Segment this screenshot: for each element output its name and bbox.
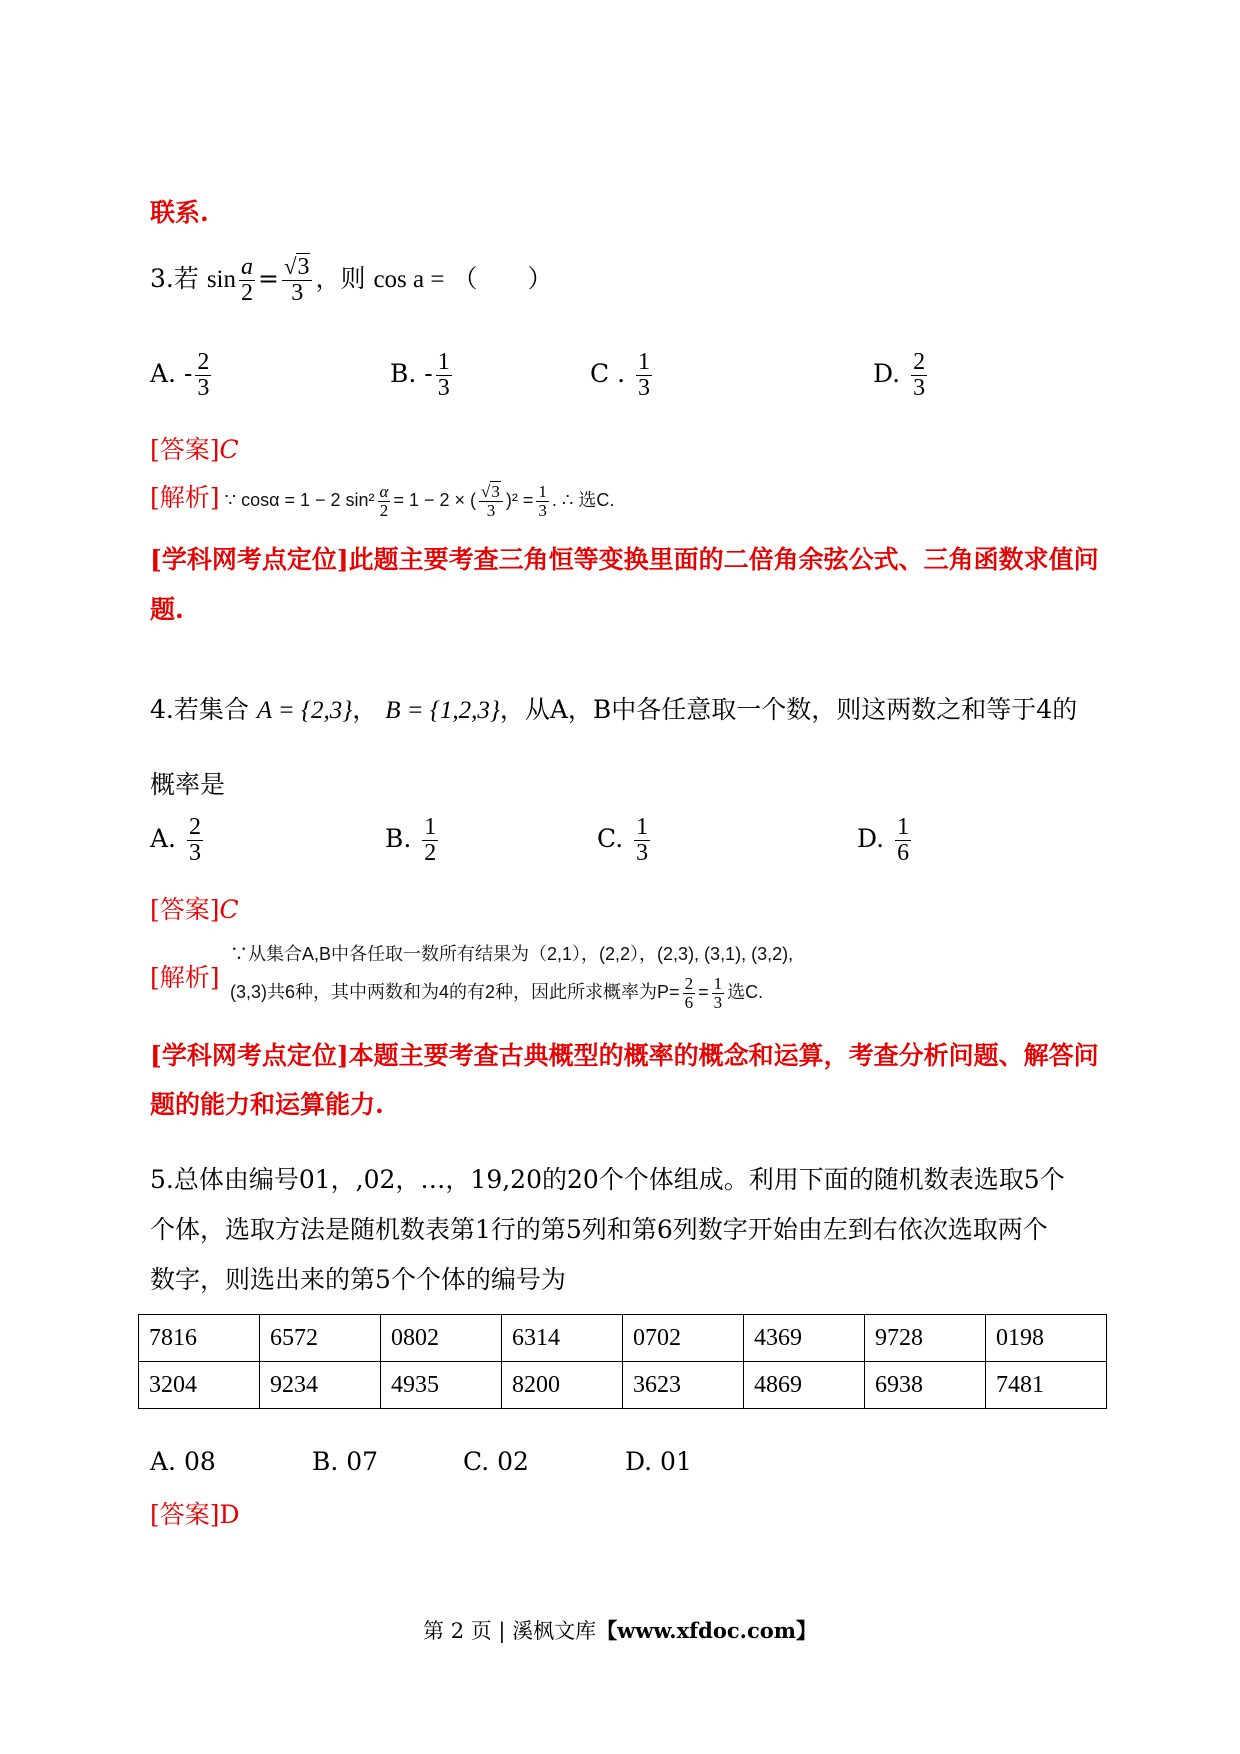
table-cell: 3204 bbox=[139, 1362, 260, 1409]
table-cell: 6938 bbox=[865, 1362, 986, 1409]
q4-option-c: C. $\frac{1}{3}$ bbox=[597, 814, 649, 867]
q4-focus: [学科网考点定位]本题主要考查古典概型的概率的概念和运算，考查分析问题、解答问 bbox=[150, 1041, 1099, 1070]
q5-stem-line1: 5.总体由编号01，,02，…，19,20的20个个体组成。利用下面的随机数表选取5个 bbox=[150, 1165, 1065, 1194]
q5-answer: [答案]D bbox=[150, 1500, 240, 1529]
q3-option-a: A. - $\frac{2}{3}$ bbox=[150, 349, 210, 402]
table-row bbox=[139, 1315, 1107, 1362]
table-cell: 8200 bbox=[502, 1362, 623, 1409]
footer-page: 第 2 页 | 溪枫文库 bbox=[423, 1619, 597, 1643]
table-cell: 9234 bbox=[260, 1362, 381, 1409]
q4-analysis-line1: ∵从集合A,B中各任取一数所有结果为（2,1），(2,2），(2,3), (3,1), (3,2), bbox=[230, 944, 794, 964]
table-cell: 9728 bbox=[865, 1315, 986, 1362]
table-cell: 6572 bbox=[260, 1315, 381, 1362]
q3-option-d: D. $\frac{2}{3}$ bbox=[873, 349, 926, 402]
table-cell: 0702 bbox=[623, 1315, 744, 1362]
table-cell: 6314 bbox=[502, 1315, 623, 1362]
q4-stem: 4.若集合 A = {2,3}， B = {1,2,3}，从A，B中各任意取一个数，则这两数之和等于4的 bbox=[150, 695, 1078, 724]
q4-analysis-label: [解析] bbox=[150, 963, 220, 992]
q4-set-b: B = {1,2,3} bbox=[385, 697, 500, 724]
random-number-table bbox=[138, 1314, 1107, 1409]
q4-set-a: A = {2,3} bbox=[256, 697, 353, 724]
q4-stem-line2: 概率是 bbox=[150, 770, 226, 799]
continuation-text: 联系. bbox=[150, 198, 209, 227]
q3-option-b: B. - $\frac{1}{3}$ bbox=[390, 349, 450, 402]
q4-answer: [答案]C bbox=[150, 895, 239, 924]
q3-sin: sin bbox=[206, 266, 237, 294]
table-cell: 4935 bbox=[381, 1362, 502, 1409]
table-cell: 7481 bbox=[986, 1362, 1107, 1409]
q3-focus-cont: 题. bbox=[150, 595, 184, 624]
q3-analysis: [解析] ∵ cosα = 1 − 2 sin² $\frac{\alpha}{2}$ = 1 − 2 × ( $\frac{√3}{3}$ )² = $\frac{1}{3}$ . ∴ 选C. bbox=[150, 482, 615, 520]
q3-stem bbox=[150, 255, 552, 306]
q4-option-d: D. $\frac{1}{6}$ bbox=[857, 814, 910, 867]
q5-option-c: C. 02 bbox=[463, 1447, 529, 1476]
q3-rhs-fraction: $\frac{√3}{3}$ bbox=[282, 255, 313, 306]
q4-option-a: A. $\frac{2}{3}$ bbox=[150, 814, 201, 867]
q4-focus-cont: 题的能力和运算能力. bbox=[150, 1090, 384, 1119]
q5-stem-line2: 个体，选取方法是随机数表第1行的第5列和第6列数字开始由左到右依次选取两个 bbox=[150, 1215, 1048, 1244]
q3-eq: = bbox=[258, 264, 279, 294]
table-row bbox=[139, 1362, 1107, 1409]
page-footer bbox=[0, 1615, 1240, 1645]
q3-mid: ，则 bbox=[315, 264, 366, 294]
q3-number: 3. bbox=[150, 264, 174, 294]
q5-stem-line3: 数字，则选出来的第5个个体的编号为 bbox=[150, 1265, 566, 1294]
q3-cos: cos a = bbox=[373, 266, 445, 294]
q3-focus: [学科网考点定位]此题主要考查三角恒等变换里面的二倍角余弦公式、三角函数求值问 bbox=[150, 545, 1099, 574]
q3-lead: 若 bbox=[173, 264, 199, 294]
q3-answer: [答案]C bbox=[150, 435, 239, 464]
q4-option-b: B. $\frac{1}{2}$ bbox=[385, 814, 437, 867]
table-cell: 4369 bbox=[744, 1315, 865, 1362]
q3-paren: （ ） bbox=[452, 264, 553, 294]
q5-option-b: B. 07 bbox=[312, 1447, 379, 1476]
table-cell: 3623 bbox=[623, 1362, 744, 1409]
table-cell: 4869 bbox=[744, 1362, 865, 1409]
footer-site: 【www.xfdoc.com】 bbox=[596, 1618, 817, 1643]
q5-option-d: D. 01 bbox=[625, 1447, 692, 1476]
q3-option-c: C . $\frac{1}{3}$ bbox=[590, 349, 650, 402]
table-cell: 0198 bbox=[986, 1315, 1107, 1362]
q3-arg-fraction: $\frac{a}{2}$ bbox=[241, 254, 254, 307]
q4-analysis-line2: (3,3)共6种，其中两数和为4的有2种，因此所求概率为P= $\frac{2}{6}$ = $\frac{1}{3}$ 选C. bbox=[230, 974, 764, 1012]
table-cell: 7816 bbox=[139, 1315, 260, 1362]
table-cell: 0802 bbox=[381, 1315, 502, 1362]
q5-option-a: A. 08 bbox=[150, 1447, 216, 1476]
